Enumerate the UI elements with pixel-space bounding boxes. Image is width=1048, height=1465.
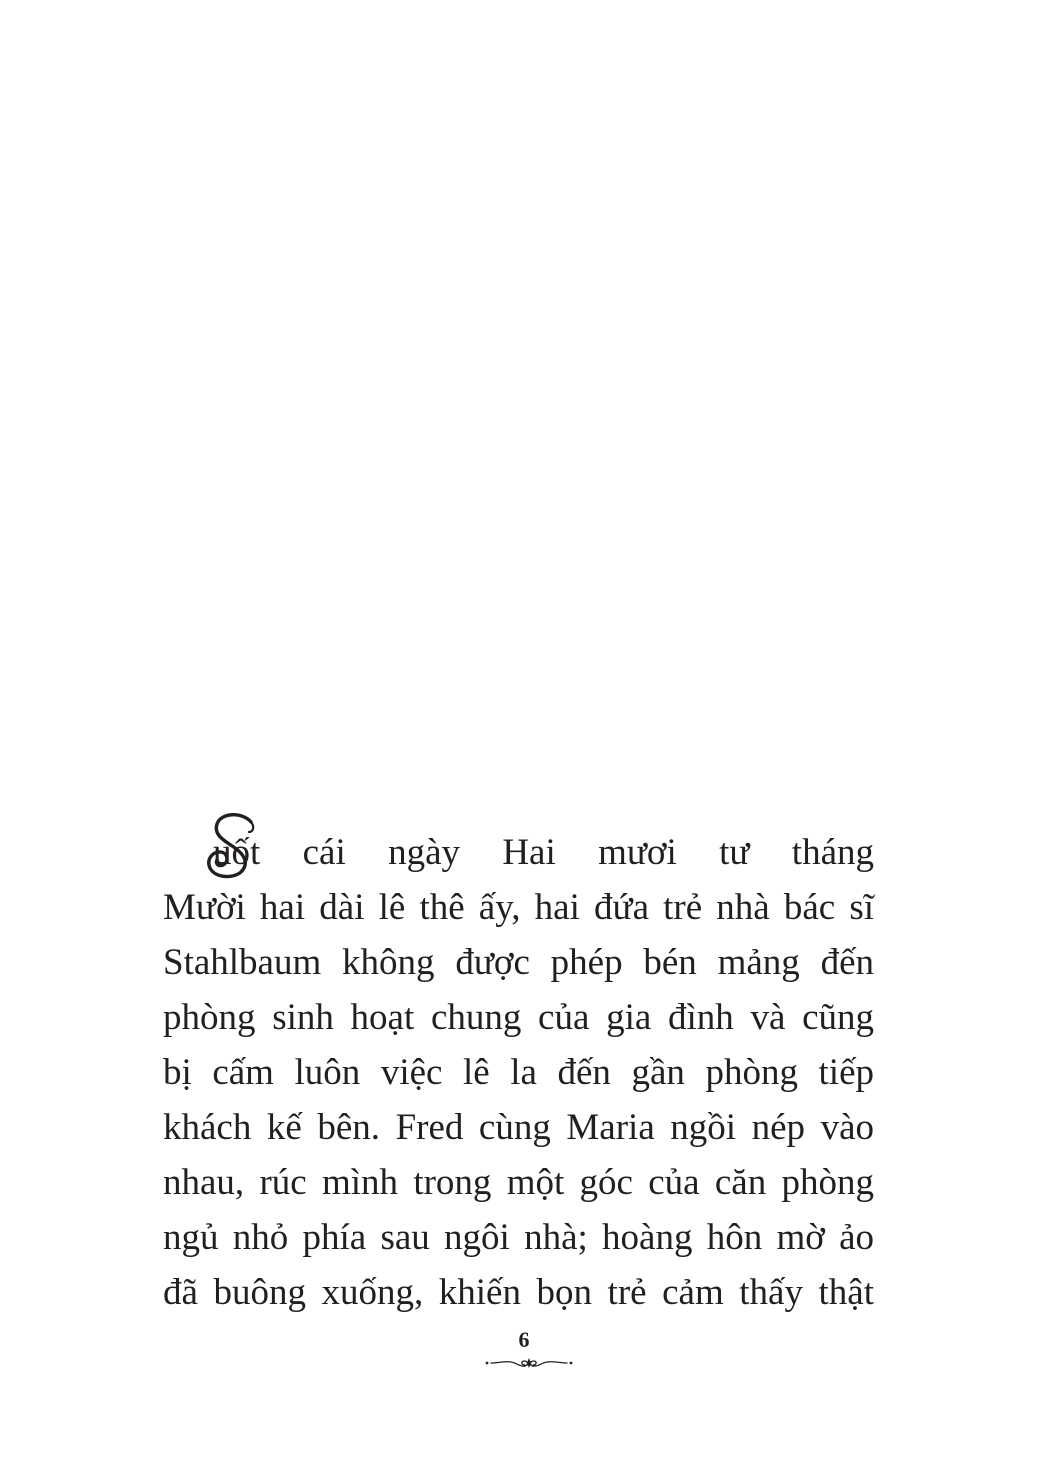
paragraph-line-1: uốt cái ngày Hai mươi tư tháng — [213, 832, 874, 873]
paragraph-line-6: khách kế bên. Fred cùng Maria ngồi nép vào — [163, 1107, 874, 1148]
paragraph-line-8: ngủ nhỏ phía sau ngôi nhà; hoàng hôn mờ ảo — [163, 1217, 874, 1258]
paragraph-line-7: nhau, rúc mình trong một góc của căn phòng — [163, 1162, 874, 1203]
decorative-flourish-icon — [484, 1355, 574, 1371]
paragraph-line-9: đã buông xuống, khiến bọn trẻ cảm thấy thật — [163, 1272, 874, 1313]
page-number: 6 — [518, 1327, 530, 1352]
paragraph-line-5: bị cấm luôn việc lê la đến gần phòng tiếp — [163, 1052, 874, 1093]
paragraph-line-3: Stahlbaum không được phép bén mảng đến — [163, 942, 874, 983]
body-text — [163, 818, 874, 1318]
paragraph-line-4: phòng sinh hoạt chung của gia đình và cũng — [163, 997, 874, 1038]
paragraph-line-2: Mười hai dài lê thê ấy, hai đứa trẻ nhà bác sĩ — [163, 887, 874, 928]
